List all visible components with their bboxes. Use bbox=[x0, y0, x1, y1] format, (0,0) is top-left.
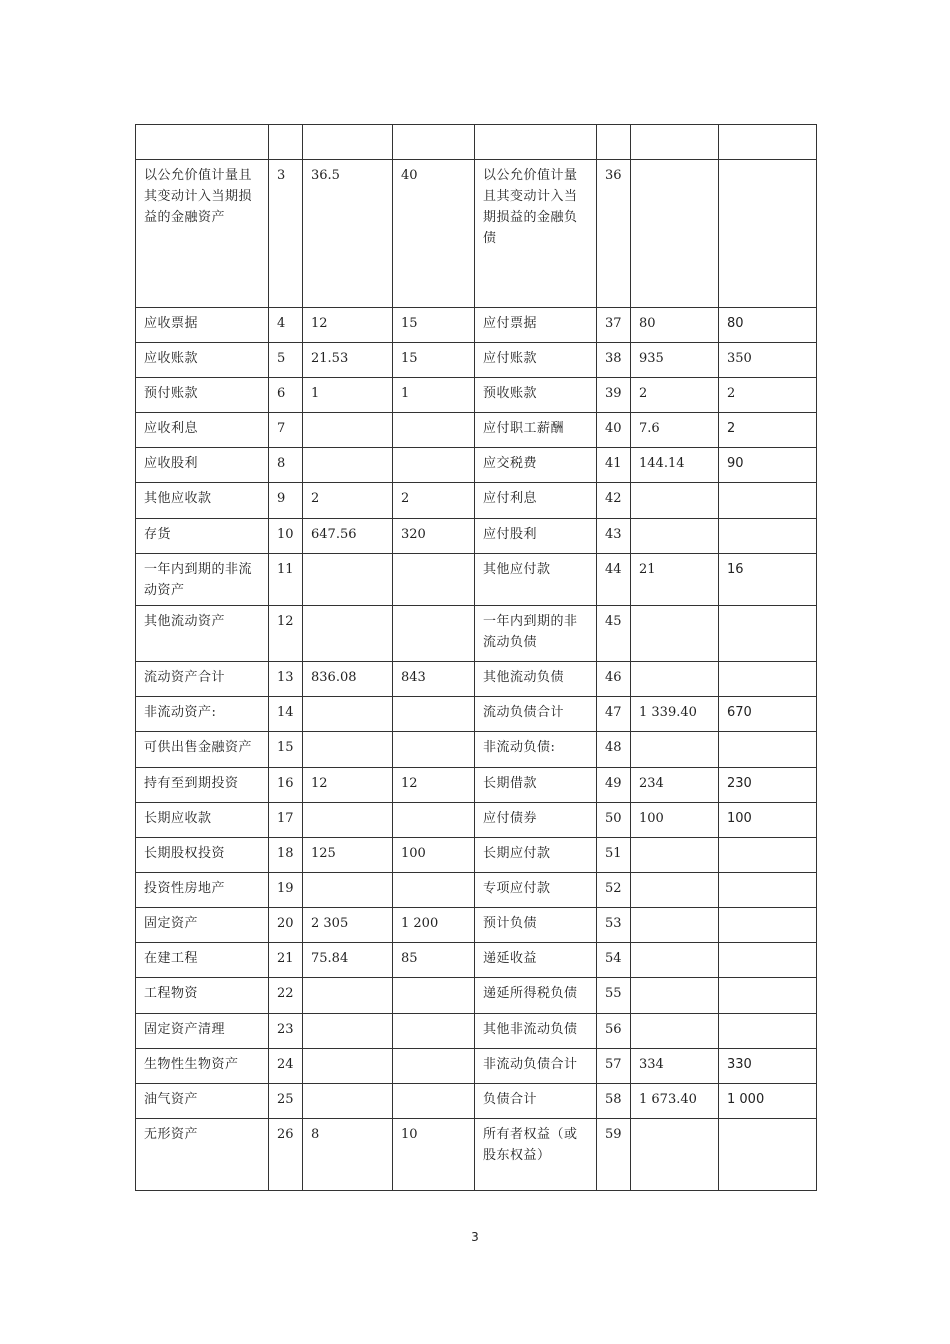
asset-end-value-cell: 8 bbox=[303, 1119, 393, 1191]
liability-begin-value-cell: 1 000 bbox=[719, 1084, 817, 1119]
liability-line-cell: 54 bbox=[597, 943, 631, 978]
asset-name-cell: 以公允价值计量且其变动计入当期损益的金融资产 bbox=[136, 160, 269, 308]
liability-name-cell: 递延所得税负债 bbox=[475, 978, 597, 1014]
table-row bbox=[136, 803, 817, 838]
asset-name-cell: 其他应收款 bbox=[136, 483, 269, 519]
liability-end-value-cell bbox=[631, 483, 719, 519]
asset-line-cell: 23 bbox=[269, 1014, 303, 1049]
liability-end-value-cell: 935 bbox=[631, 343, 719, 378]
liability-end-value-cell: 7.6 bbox=[631, 413, 719, 448]
liability-line-cell: 48 bbox=[597, 732, 631, 768]
asset-line-cell: 11 bbox=[269, 554, 303, 606]
liability-end-value-cell bbox=[631, 943, 719, 978]
table-row bbox=[136, 978, 817, 1014]
asset-line-cell: 15 bbox=[269, 732, 303, 768]
liability-begin-value-cell bbox=[719, 908, 817, 943]
asset-line-cell: 17 bbox=[269, 803, 303, 838]
table-row bbox=[136, 943, 817, 978]
asset-end-value-cell bbox=[303, 125, 393, 160]
asset-line-cell: 3 bbox=[269, 160, 303, 308]
liability-name-cell: 负债合计 bbox=[475, 1084, 597, 1119]
asset-name-cell bbox=[136, 125, 269, 160]
asset-name-cell: 存货 bbox=[136, 519, 269, 554]
liability-name-cell: 预计负债 bbox=[475, 908, 597, 943]
asset-line-cell bbox=[269, 125, 303, 160]
asset-end-value-cell bbox=[303, 1014, 393, 1049]
asset-name-cell: 油气资产 bbox=[136, 1084, 269, 1119]
liability-line-cell: 36 bbox=[597, 160, 631, 308]
asset-name-cell: 固定资产清理 bbox=[136, 1014, 269, 1049]
liability-name-cell: 应付票据 bbox=[475, 308, 597, 343]
asset-line-cell: 13 bbox=[269, 662, 303, 697]
asset-end-value-cell: 2 305 bbox=[303, 908, 393, 943]
asset-begin-value-cell bbox=[393, 554, 475, 606]
table-row bbox=[136, 1049, 817, 1084]
asset-begin-value-cell bbox=[393, 413, 475, 448]
asset-begin-value-cell: 1 bbox=[393, 378, 475, 413]
liability-begin-value-cell bbox=[719, 732, 817, 768]
asset-line-cell: 22 bbox=[269, 978, 303, 1014]
asset-begin-value-cell: 15 bbox=[393, 308, 475, 343]
liability-name-cell: 其他应付款 bbox=[475, 554, 597, 606]
asset-end-value-cell bbox=[303, 1049, 393, 1084]
liability-line-cell: 38 bbox=[597, 343, 631, 378]
asset-end-value-cell bbox=[303, 697, 393, 732]
liability-begin-value-cell: 90 bbox=[719, 448, 817, 483]
liability-line-cell: 51 bbox=[597, 838, 631, 873]
liability-end-value-cell: 334 bbox=[631, 1049, 719, 1084]
liability-line-cell: 46 bbox=[597, 662, 631, 697]
table-row bbox=[136, 448, 817, 483]
asset-name-cell: 在建工程 bbox=[136, 943, 269, 978]
asset-line-cell: 19 bbox=[269, 873, 303, 908]
table-row bbox=[136, 838, 817, 873]
liability-name-cell: 其他流动负债 bbox=[475, 662, 597, 697]
liability-line-cell: 59 bbox=[597, 1119, 631, 1191]
balance-sheet-table bbox=[135, 124, 817, 1191]
asset-line-cell: 21 bbox=[269, 943, 303, 978]
asset-end-value-cell bbox=[303, 873, 393, 908]
liability-begin-value-cell bbox=[719, 483, 817, 519]
asset-begin-value-cell bbox=[393, 803, 475, 838]
asset-line-cell: 18 bbox=[269, 838, 303, 873]
liability-end-value-cell: 144.14 bbox=[631, 448, 719, 483]
liability-line-cell: 49 bbox=[597, 768, 631, 803]
asset-end-value-cell: 836.08 bbox=[303, 662, 393, 697]
table-row bbox=[136, 1014, 817, 1049]
liability-begin-value-cell bbox=[719, 1119, 817, 1191]
liability-end-value-cell bbox=[631, 125, 719, 160]
asset-line-cell: 16 bbox=[269, 768, 303, 803]
liability-begin-value-cell bbox=[719, 873, 817, 908]
asset-end-value-cell bbox=[303, 978, 393, 1014]
liability-begin-value-cell: 2 bbox=[719, 413, 817, 448]
asset-begin-value-cell bbox=[393, 448, 475, 483]
asset-name-cell: 工程物资 bbox=[136, 978, 269, 1014]
liability-begin-value-cell bbox=[719, 125, 817, 160]
liability-line-cell: 44 bbox=[597, 554, 631, 606]
liability-line-cell: 41 bbox=[597, 448, 631, 483]
liability-name-cell: 应交税费 bbox=[475, 448, 597, 483]
asset-begin-value-cell bbox=[393, 125, 475, 160]
liability-name-cell: 长期借款 bbox=[475, 768, 597, 803]
asset-begin-value-cell: 40 bbox=[393, 160, 475, 308]
liability-name-cell: 所有者权益（或股东权益） bbox=[475, 1119, 597, 1191]
asset-name-cell: 一年内到期的非流动资产 bbox=[136, 554, 269, 606]
liability-end-value-cell: 1 339.40 bbox=[631, 697, 719, 732]
asset-line-cell: 5 bbox=[269, 343, 303, 378]
table-row bbox=[136, 413, 817, 448]
liability-end-value-cell: 21 bbox=[631, 554, 719, 606]
liability-end-value-cell bbox=[631, 1014, 719, 1049]
liability-line-cell: 56 bbox=[597, 1014, 631, 1049]
liability-begin-value-cell: 350 bbox=[719, 343, 817, 378]
page-number: 3 bbox=[471, 1230, 479, 1244]
asset-name-cell: 长期应收款 bbox=[136, 803, 269, 838]
asset-end-value-cell bbox=[303, 732, 393, 768]
asset-name-cell: 非流动资产: bbox=[136, 697, 269, 732]
asset-name-cell: 流动资产合计 bbox=[136, 662, 269, 697]
table-row bbox=[136, 1119, 817, 1191]
liability-name-cell: 非流动负债合计 bbox=[475, 1049, 597, 1084]
asset-name-cell: 持有至到期投资 bbox=[136, 768, 269, 803]
asset-end-value-cell bbox=[303, 1084, 393, 1119]
liability-begin-value-cell: 2 bbox=[719, 378, 817, 413]
asset-begin-value-cell: 843 bbox=[393, 662, 475, 697]
asset-begin-value-cell: 100 bbox=[393, 838, 475, 873]
asset-name-cell: 其他流动资产 bbox=[136, 606, 269, 662]
liability-name-cell: 非流动负债: bbox=[475, 732, 597, 768]
table-row bbox=[136, 308, 817, 343]
asset-line-cell: 10 bbox=[269, 519, 303, 554]
asset-line-cell: 26 bbox=[269, 1119, 303, 1191]
asset-name-cell: 无形资产 bbox=[136, 1119, 269, 1191]
table-row bbox=[136, 768, 817, 803]
asset-name-cell: 投资性房地产 bbox=[136, 873, 269, 908]
asset-name-cell: 应收账款 bbox=[136, 343, 269, 378]
asset-begin-value-cell bbox=[393, 606, 475, 662]
liability-begin-value-cell bbox=[719, 160, 817, 308]
table-row bbox=[136, 343, 817, 378]
liability-begin-value-cell bbox=[719, 978, 817, 1014]
liability-end-value-cell bbox=[631, 519, 719, 554]
liability-end-value-cell bbox=[631, 662, 719, 697]
asset-end-value-cell: 36.5 bbox=[303, 160, 393, 308]
liability-end-value-cell bbox=[631, 606, 719, 662]
liability-end-value-cell: 1 673.40 bbox=[631, 1084, 719, 1119]
liability-end-value-cell bbox=[631, 160, 719, 308]
asset-begin-value-cell bbox=[393, 697, 475, 732]
liability-begin-value-cell bbox=[719, 606, 817, 662]
liability-line-cell: 50 bbox=[597, 803, 631, 838]
asset-end-value-cell: 647.56 bbox=[303, 519, 393, 554]
asset-begin-value-cell: 15 bbox=[393, 343, 475, 378]
asset-name-cell: 可供出售金融资产 bbox=[136, 732, 269, 768]
liability-begin-value-cell bbox=[719, 1014, 817, 1049]
liability-end-value-cell: 234 bbox=[631, 768, 719, 803]
asset-line-cell: 20 bbox=[269, 908, 303, 943]
liability-begin-value-cell bbox=[719, 519, 817, 554]
asset-line-cell: 12 bbox=[269, 606, 303, 662]
asset-begin-value-cell: 85 bbox=[393, 943, 475, 978]
asset-line-cell: 24 bbox=[269, 1049, 303, 1084]
liability-end-value-cell bbox=[631, 978, 719, 1014]
table-row bbox=[136, 378, 817, 413]
asset-begin-value-cell bbox=[393, 873, 475, 908]
liability-line-cell: 52 bbox=[597, 873, 631, 908]
asset-line-cell: 6 bbox=[269, 378, 303, 413]
liability-line-cell: 39 bbox=[597, 378, 631, 413]
liability-name-cell: 应付职工薪酬 bbox=[475, 413, 597, 448]
liability-end-value-cell bbox=[631, 873, 719, 908]
asset-begin-value-cell: 320 bbox=[393, 519, 475, 554]
table-row bbox=[136, 554, 817, 606]
liability-end-value-cell: 2 bbox=[631, 378, 719, 413]
liability-begin-value-cell: 80 bbox=[719, 308, 817, 343]
asset-begin-value-cell bbox=[393, 1014, 475, 1049]
liability-name-cell: 专项应付款 bbox=[475, 873, 597, 908]
liability-begin-value-cell bbox=[719, 662, 817, 697]
asset-line-cell: 8 bbox=[269, 448, 303, 483]
asset-end-value-cell: 21.53 bbox=[303, 343, 393, 378]
asset-begin-value-cell: 10 bbox=[393, 1119, 475, 1191]
liability-line-cell: 45 bbox=[597, 606, 631, 662]
liability-line-cell: 55 bbox=[597, 978, 631, 1014]
table-row bbox=[136, 697, 817, 732]
asset-end-value-cell: 12 bbox=[303, 308, 393, 343]
asset-end-value-cell: 75.84 bbox=[303, 943, 393, 978]
table-row bbox=[136, 519, 817, 554]
liability-line-cell: 43 bbox=[597, 519, 631, 554]
liability-end-value-cell: 80 bbox=[631, 308, 719, 343]
table-row bbox=[136, 662, 817, 697]
liability-begin-value-cell: 16 bbox=[719, 554, 817, 606]
liability-line-cell: 42 bbox=[597, 483, 631, 519]
asset-name-cell: 固定资产 bbox=[136, 908, 269, 943]
asset-begin-value-cell: 12 bbox=[393, 768, 475, 803]
asset-line-cell: 14 bbox=[269, 697, 303, 732]
asset-name-cell: 预付账款 bbox=[136, 378, 269, 413]
asset-end-value-cell: 1 bbox=[303, 378, 393, 413]
asset-line-cell: 9 bbox=[269, 483, 303, 519]
asset-end-value-cell bbox=[303, 606, 393, 662]
liability-line-cell bbox=[597, 125, 631, 160]
liability-line-cell: 40 bbox=[597, 413, 631, 448]
table-row bbox=[136, 483, 817, 519]
table-row bbox=[136, 606, 817, 662]
liability-begin-value-cell: 330 bbox=[719, 1049, 817, 1084]
liability-end-value-cell bbox=[631, 732, 719, 768]
table-row bbox=[136, 732, 817, 768]
asset-begin-value-cell bbox=[393, 1049, 475, 1084]
liability-name-cell: 一年内到期的非流动负债 bbox=[475, 606, 597, 662]
liability-begin-value-cell: 230 bbox=[719, 768, 817, 803]
liability-name-cell bbox=[475, 125, 597, 160]
liability-name-cell: 流动负债合计 bbox=[475, 697, 597, 732]
asset-line-cell: 4 bbox=[269, 308, 303, 343]
liability-begin-value-cell bbox=[719, 943, 817, 978]
table-row bbox=[136, 908, 817, 943]
asset-name-cell: 生物性生物资产 bbox=[136, 1049, 269, 1084]
asset-end-value-cell bbox=[303, 554, 393, 606]
table-row bbox=[136, 1084, 817, 1119]
liability-line-cell: 47 bbox=[597, 697, 631, 732]
liability-name-cell: 其他非流动负债 bbox=[475, 1014, 597, 1049]
liability-end-value-cell bbox=[631, 1119, 719, 1191]
asset-end-value-cell: 2 bbox=[303, 483, 393, 519]
liability-begin-value-cell: 100 bbox=[719, 803, 817, 838]
liability-line-cell: 37 bbox=[597, 308, 631, 343]
asset-begin-value-cell: 2 bbox=[393, 483, 475, 519]
balance-sheet-body bbox=[136, 125, 817, 1191]
liability-name-cell: 递延收益 bbox=[475, 943, 597, 978]
table-row bbox=[136, 125, 817, 160]
liability-name-cell: 应付股利 bbox=[475, 519, 597, 554]
liability-line-cell: 58 bbox=[597, 1084, 631, 1119]
asset-end-value-cell: 125 bbox=[303, 838, 393, 873]
table-row bbox=[136, 873, 817, 908]
asset-line-cell: 25 bbox=[269, 1084, 303, 1119]
asset-end-value-cell: 12 bbox=[303, 768, 393, 803]
liability-name-cell: 应付债券 bbox=[475, 803, 597, 838]
asset-end-value-cell bbox=[303, 803, 393, 838]
table-row bbox=[136, 160, 817, 308]
liability-name-cell: 以公允价值计量且其变动计入当期损益的金融负债 bbox=[475, 160, 597, 308]
asset-line-cell: 7 bbox=[269, 413, 303, 448]
asset-end-value-cell bbox=[303, 448, 393, 483]
liability-begin-value-cell: 670 bbox=[719, 697, 817, 732]
liability-name-cell: 预收账款 bbox=[475, 378, 597, 413]
liability-name-cell: 应付利息 bbox=[475, 483, 597, 519]
asset-begin-value-cell bbox=[393, 732, 475, 768]
asset-name-cell: 应收利息 bbox=[136, 413, 269, 448]
liability-line-cell: 53 bbox=[597, 908, 631, 943]
asset-begin-value-cell bbox=[393, 978, 475, 1014]
asset-begin-value-cell: 1 200 bbox=[393, 908, 475, 943]
liability-end-value-cell: 100 bbox=[631, 803, 719, 838]
liability-name-cell: 应付账款 bbox=[475, 343, 597, 378]
liability-line-cell: 57 bbox=[597, 1049, 631, 1084]
asset-name-cell: 长期股权投资 bbox=[136, 838, 269, 873]
liability-end-value-cell bbox=[631, 838, 719, 873]
asset-begin-value-cell bbox=[393, 1084, 475, 1119]
liability-end-value-cell bbox=[631, 908, 719, 943]
asset-name-cell: 应收票据 bbox=[136, 308, 269, 343]
asset-end-value-cell bbox=[303, 413, 393, 448]
asset-name-cell: 应收股利 bbox=[136, 448, 269, 483]
liability-begin-value-cell bbox=[719, 838, 817, 873]
liability-name-cell: 长期应付款 bbox=[475, 838, 597, 873]
